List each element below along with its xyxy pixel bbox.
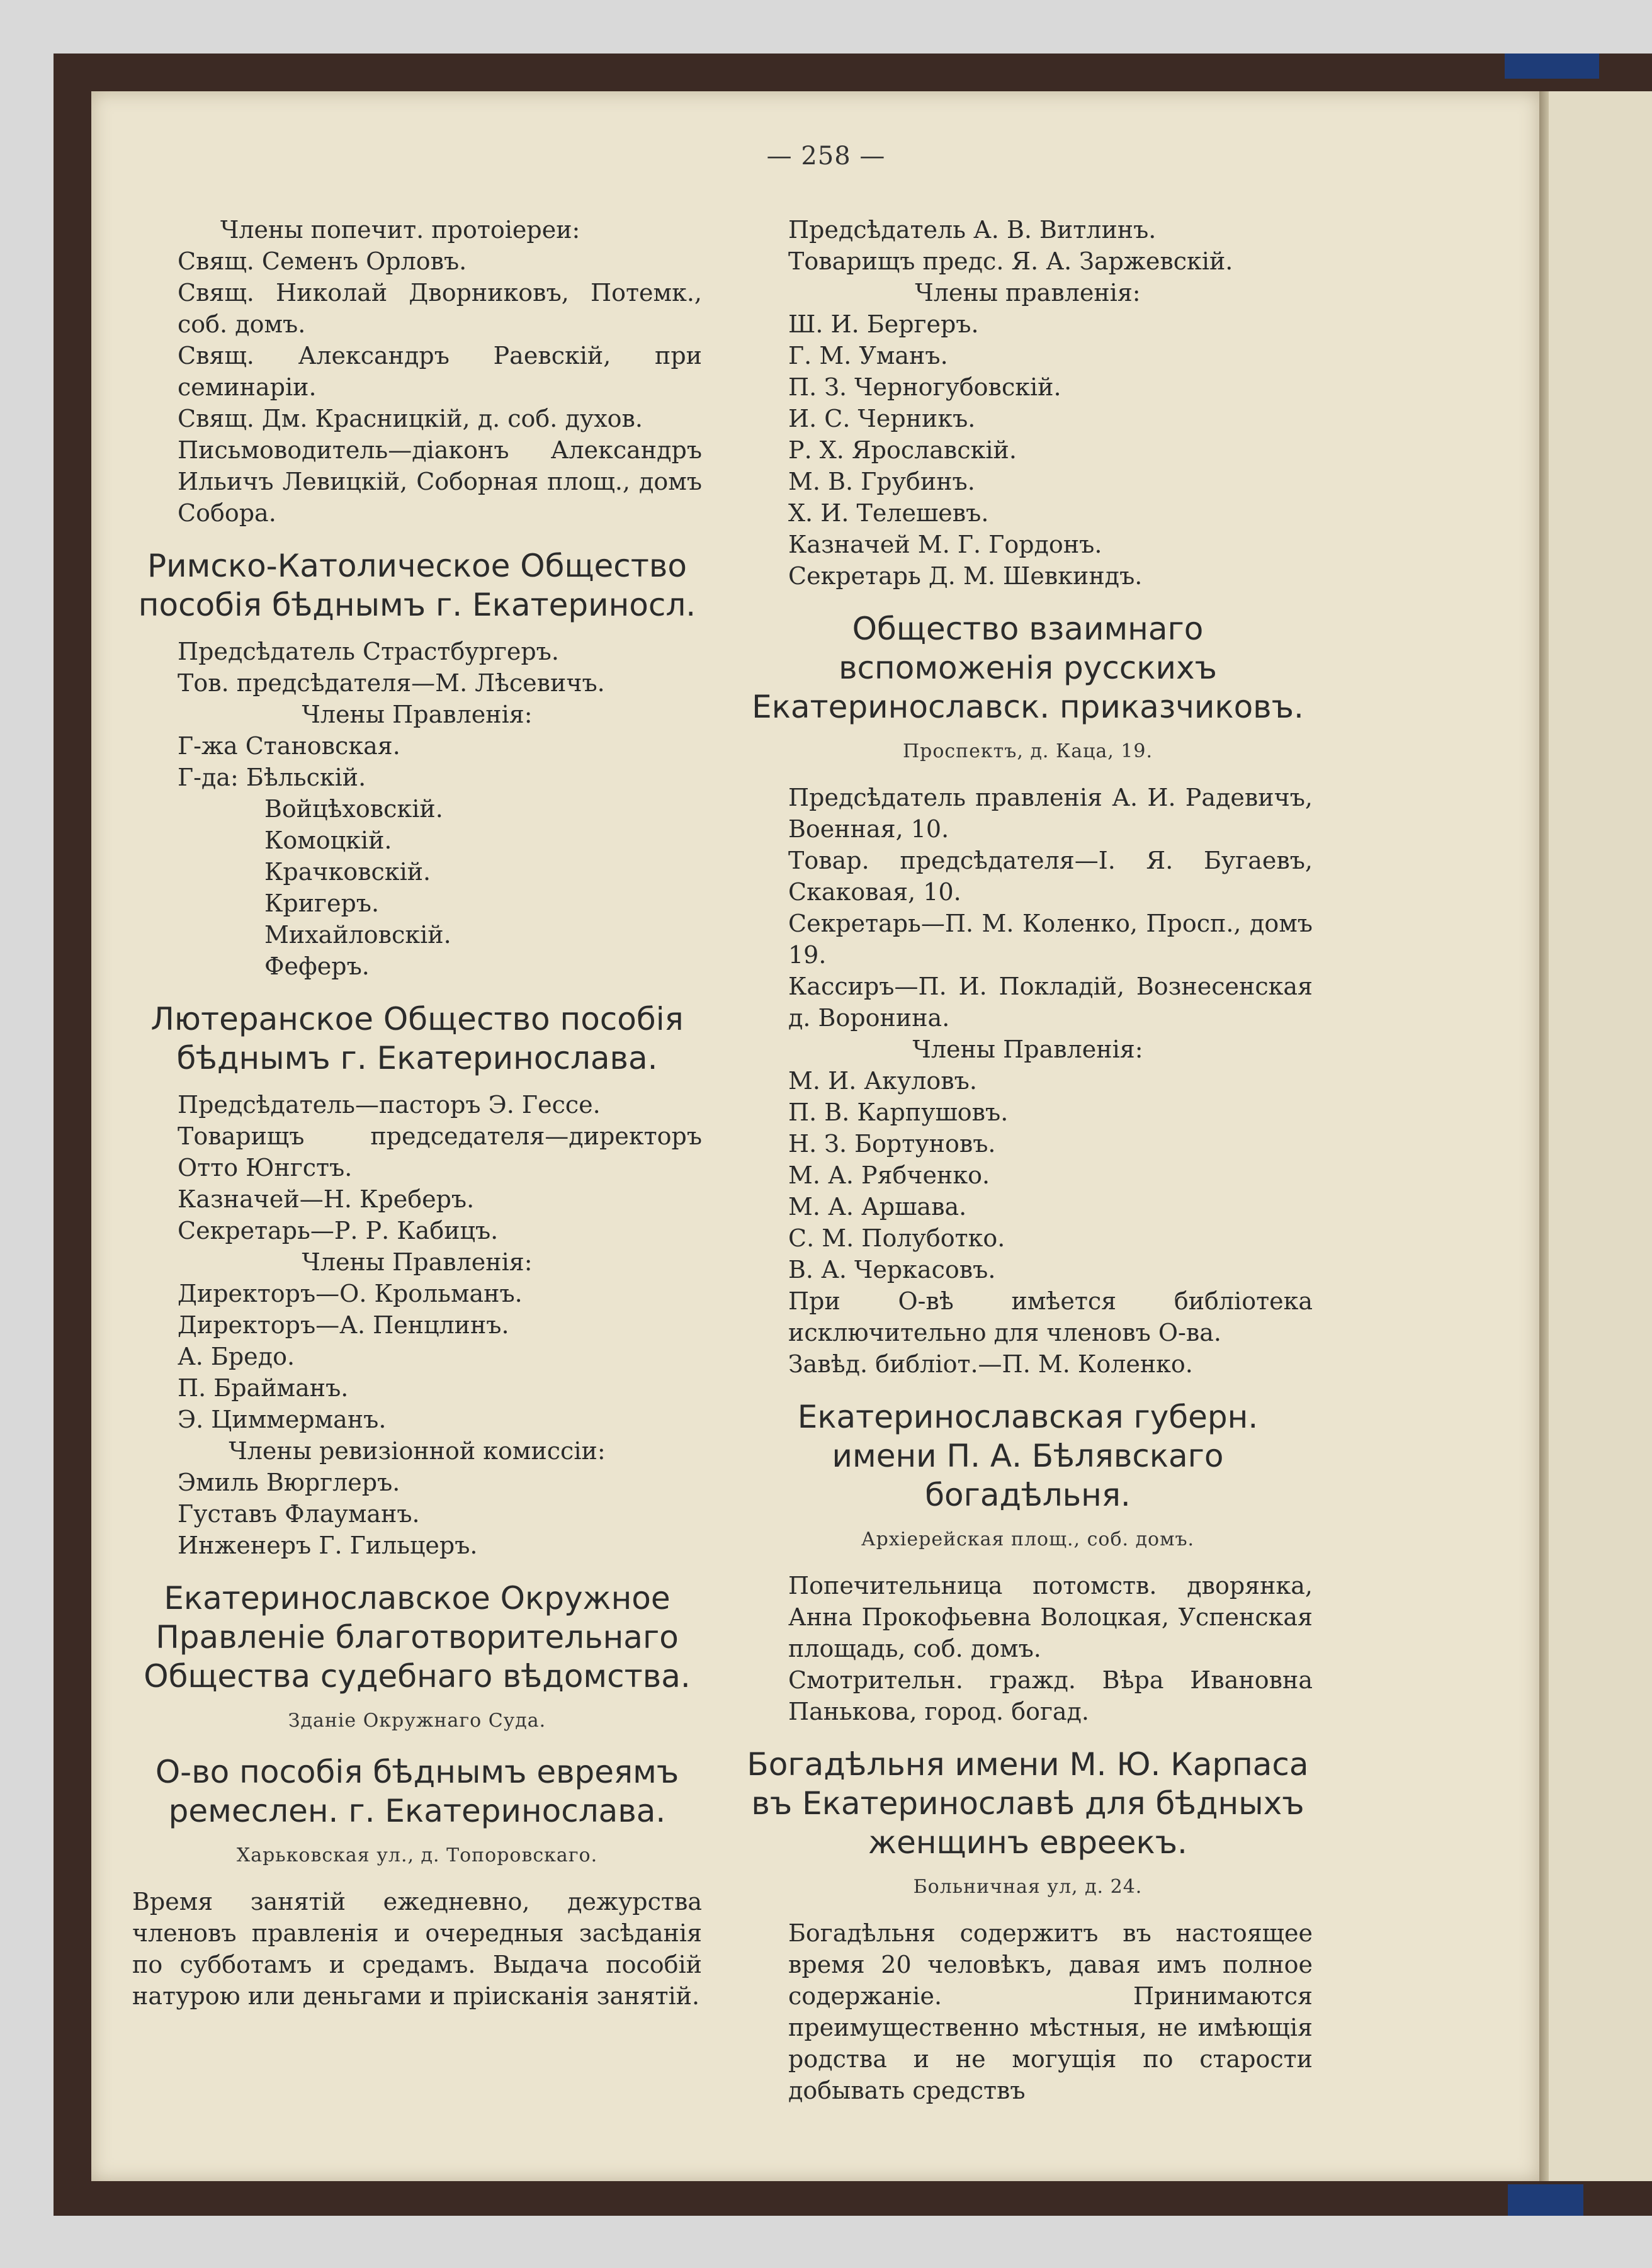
text-line: П. Брайманъ.: [178, 1374, 349, 1402]
text-line: Смотрительн. гражд. Вѣра Ивановна Панькова, город. богад.: [788, 1666, 1313, 1725]
member-name: В. А. Черкасовъ.: [788, 1256, 996, 1284]
member-name: Н. З. Бортуновъ.: [788, 1130, 996, 1158]
text-line: Члены ревизіонной комиссіи:: [229, 1437, 606, 1465]
member-name: Ш. И. Бергеръ.: [788, 310, 979, 338]
section-title-karpas: Богадѣльня имени М. Ю. Карпаса въ Екатеринославѣ для бѣдныхъ женщинъ евреекъ.: [747, 1746, 1309, 1861]
belyavsky-members: [743, 1570, 1313, 1727]
clerks-names: [743, 1065, 1313, 1285]
karpas-text: Богадѣльня содержитъ въ настоящее время 20 человѣкъ, давая имъ полное содержаніе. Принимаются преимущественно мѣстныя, не имѣющія родства и не могущія по старости добывать средствъ: [788, 1919, 1313, 2104]
clerks-address: Проспектъ, д. Каца, 19.: [902, 740, 1153, 762]
member-name: П. З. Черногубовскій.: [788, 373, 1061, 401]
text-line: Попечительница потомств. дворянка, Анна Прокофьевна Волоцкая, Успенская площадь, соб. домъ.: [788, 1572, 1313, 1662]
text-line: Члены правленія:: [915, 279, 1141, 307]
jewish-artisans-address: Харьковская ул., д. Топоровскаго.: [236, 1844, 598, 1866]
text-line: Предсѣдатель А. В. Витлинъ.: [788, 216, 1157, 244]
text-line: Свящ. Семенъ Орловъ.: [178, 247, 467, 275]
text-line: Предсѣдатель правленія А. И. Радевичъ, Военная, 10.: [788, 784, 1313, 843]
right-column: [743, 214, 1313, 2106]
roman-catholic-members: [132, 636, 702, 793]
section-title-lutheran: Лютеранское Общество пособія бѣднымъ г. Екатеринослава.: [150, 1001, 684, 1076]
member-name: Войцѣховскій.: [264, 795, 443, 823]
belyavsky-address: Архіерейская площ., соб. домъ.: [861, 1528, 1195, 1550]
text-line: Товарищъ председателя—директоръ Отто Юнгстъ.: [178, 1122, 702, 1182]
member-name: М. А. Рябченко.: [788, 1161, 990, 1189]
text-line: Предсѣдатель Страстбургеръ.: [178, 638, 559, 665]
bookmark-ribbon-top: [1505, 54, 1599, 79]
text-line: Завѣд. библіот.—П. М. Коленко.: [788, 1350, 1193, 1378]
text-line: Директоръ—О. Крольманъ.: [178, 1280, 523, 1307]
text-line: Свящ. Дм. Красницкій, д. соб. духов.: [178, 405, 643, 432]
text-line: Письмоводитель—діаконъ Александръ Ильичъ Левицкій, Соборная площ., домъ Собора.: [178, 436, 702, 527]
jewish-artisans-text: Время занятій ежедневно, дежурства членовъ правленія и очередныя засѣданія по субботамъ и средамъ. Выдача пособій натурою или деньгами и пріисканія занятій.: [132, 1888, 702, 2010]
member-name: Крачковскій.: [264, 858, 431, 886]
bookmark-ribbon-bottom: [1508, 2184, 1583, 2216]
member-name: И. С. Черникъ.: [788, 405, 976, 432]
section-title-roman-catholic: Римско-Католическое Общество пособія бѣднымъ г. Екатериносл.: [138, 548, 696, 623]
member-name: Феферъ.: [264, 952, 370, 980]
member-name: Х. И. Телешевъ.: [788, 499, 989, 527]
page-number: — 258 —: [766, 142, 886, 171]
text-line: Директоръ—А. Пенцлинъ.: [178, 1311, 509, 1339]
text-line: Секретарь—Р. Р. Кабицъ.: [178, 1217, 499, 1244]
text-line: Тов. предсѣдателя—М. Лѣсевичъ.: [178, 669, 605, 697]
judicial-address: Зданіе Окружнаго Суда.: [288, 1710, 546, 1732]
text-line: Свящ. Николай Дворниковъ, Потемк., соб. домъ.: [178, 279, 702, 338]
text-line: А. Бредо.: [178, 1343, 295, 1370]
text-line: Члены Правленія:: [912, 1035, 1143, 1063]
member-name: Комоцкій.: [264, 827, 392, 854]
member-name: Г. М. Уманъ.: [788, 342, 948, 370]
roman-catholic-names: [132, 793, 702, 982]
text-line: Инженеръ Г. Гильцеръ.: [178, 1532, 478, 1559]
member-name: Михайловскій.: [264, 921, 451, 949]
text-line: Товарищъ предс. Я. А. Заржевскій.: [788, 247, 1233, 275]
text-line: Казначей—Н. Креберъ.: [178, 1185, 475, 1213]
text-line: Члены Правленія:: [302, 701, 533, 728]
text-line: Г-да: Бѣльскій.: [178, 764, 366, 791]
text-line: Предсѣдатель—пасторъ Э. Гессе.: [178, 1091, 601, 1119]
right-intro: [743, 214, 1313, 308]
member-name: М. А. Аршава.: [788, 1193, 967, 1221]
text-line: Товар. предсѣдателя—І. Я. Бугаевъ, Скаковая, 10.: [788, 847, 1313, 906]
text-line: При О-вѣ имѣется библіотека исключительно для членовъ О-ва.: [788, 1287, 1313, 1346]
text-line: Члены попечит. протоіереи:: [220, 216, 580, 244]
text-line: Густавъ Флауманъ.: [178, 1500, 420, 1528]
text-line: Секретарь—П. М. Коленко, Просп., домъ 19.: [788, 910, 1313, 969]
left-column: [132, 214, 702, 2012]
text-line: Кассиръ—П. И. Покладій, Вознесенская д. Воронина.: [788, 973, 1313, 1032]
karpas-address: Больничная ул, д. 24.: [913, 1876, 1143, 1898]
right-intro-tail: [743, 529, 1313, 592]
next-page-edge: [1546, 91, 1652, 2181]
text-line: Члены Правленія:: [302, 1248, 533, 1276]
member-name: П. В. Карпушовъ.: [788, 1098, 1009, 1126]
text-line: Э. Циммерманъ.: [178, 1406, 387, 1433]
member-name: Р. Х. Ярославскій.: [788, 436, 1017, 464]
intro-block: [132, 214, 702, 529]
section-title-belyavsky: Екатеринославская губерн. имени П. А. Бѣлявскаго богадѣльня.: [797, 1399, 1259, 1513]
member-name: М. В. Грубинъ.: [788, 468, 975, 495]
clerks-members: [743, 782, 1313, 1065]
member-name: М. И. Акуловъ.: [788, 1067, 977, 1095]
member-name: С. М. Полуботко.: [788, 1224, 1005, 1252]
text-line: Эмиль Вюрглеръ.: [178, 1469, 400, 1496]
section-title-jewish-artisans: О-во пособія бѣднымъ евреямъ ремеслен. г. Екатеринослава.: [155, 1754, 679, 1829]
member-name: Кригеръ.: [264, 889, 380, 917]
lutheran-members: [132, 1089, 702, 1561]
text-line: Казначей М. Г. Гордонъ.: [788, 531, 1102, 558]
right-intro-names: [743, 308, 1313, 529]
clerks-tail: [743, 1285, 1313, 1380]
text-line: Секретарь Д. М. Шевкиндъ.: [788, 562, 1143, 590]
text-line: Свящ. Александръ Раевскій, при семинаріи.: [178, 342, 702, 401]
section-title-judicial: Екатеринославское Окружное Правленіе благотворительнаго Общества судебнаго вѣдомства.: [144, 1580, 691, 1695]
text-line: Г-жа Становская.: [178, 732, 400, 760]
section-title-clerks: Общество взаимнаго вспоможенія русскихъ Екатеринославск. приказчиковъ.: [752, 611, 1304, 725]
